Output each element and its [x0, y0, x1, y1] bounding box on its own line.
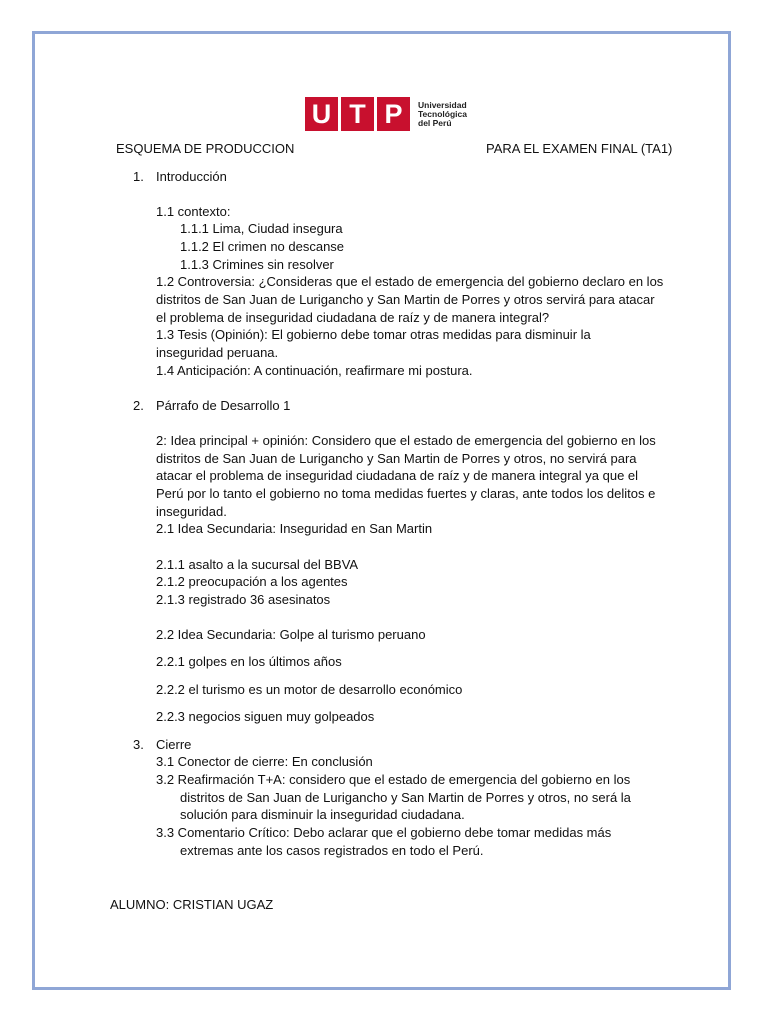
subsection-heading: 1.1 contexto: [156, 204, 231, 219]
logo-letter-t: T [341, 97, 374, 131]
header-left: ESQUEMA DE PRODUCCION [116, 141, 295, 156]
header-right: PARA EL EXAMEN FINAL (TA1) [486, 141, 673, 156]
logo-text-line: Tecnológica [418, 108, 467, 119]
paragraph-line: 2: Idea principal + opinión: Considero que el estado de emergencia del gobierno en los [156, 433, 656, 448]
list-item: 1.1.2 El crimen no descanse [180, 239, 345, 254]
section-number: 1. [133, 169, 144, 184]
section-title: Cierre [156, 737, 192, 752]
list-item: 2.1.3 registrado 36 asesinatos [156, 592, 331, 607]
paragraph-line: 1.2 Controversia: ¿Consideras que el estado de emergencia del gobierno declaro en los [156, 274, 664, 289]
section-number: 3. [133, 737, 144, 752]
utp-logo-mark [305, 97, 410, 131]
subsection-heading: 2.2 Idea Secundaria: Golpe al turismo peruano [156, 627, 426, 642]
logo-text [418, 101, 467, 128]
list-item: 3.1 Conector de cierre: En conclusión [156, 754, 373, 769]
logo-letter-p: P [377, 97, 410, 131]
paragraph-line: distritos de San Juan de Lurigancho y San Martin de Porres y otros servirá para atacar [156, 292, 655, 307]
list-item: 1.1.3 Crimines sin resolver [180, 257, 334, 272]
list-item: 2.2.2 el turismo es un motor de desarrollo económico [156, 682, 463, 697]
logo-text-line: del Perú [418, 117, 452, 128]
paragraph-line: inseguridad. [156, 504, 227, 519]
paragraph-line: inseguridad peruana. [156, 345, 279, 360]
paragraph-line: extremas ante los casos registrados en todo el Perú. [180, 843, 484, 858]
section-number: 2. [133, 398, 144, 413]
paragraph-line: 3.3 Comentario Crítico: Debo aclarar que el gobierno debe tomar medidas más [156, 825, 612, 840]
section-title: Introducción [156, 169, 227, 184]
paragraph-line: el problema de inseguridad ciudadana de raíz y de manera integral? [156, 310, 550, 325]
list-item: 2.1.2 preocupación a los agentes [156, 574, 348, 589]
list-item: 1.1.1 Lima, Ciudad insegura [180, 221, 343, 236]
paragraph-line: distritos de San Juan de Lurigancho y San Martin de Porres y otros, no será la [180, 790, 631, 805]
logo-letter-u: U [305, 97, 338, 131]
logo-text-line: Universidad [418, 99, 467, 110]
paragraph-line: 1.3 Tesis (Opinión): El gobierno debe tomar otras medidas para disminuir la [156, 327, 591, 342]
paragraph-line: atacar el problema de inseguridad ciudadana de raíz y de manera integral ya que el [156, 468, 639, 483]
paragraph-line: Perú por lo tanto el gobierno no toma medidas fuertes y claras, ante todos los delitos e [156, 486, 656, 501]
section-title: Párrafo de Desarrollo 1 [156, 398, 291, 413]
list-item: 2.2.1 golpes en los últimos años [156, 654, 342, 669]
list-item: 2.1.1 asalto a la sucursal del BBVA [156, 557, 359, 572]
paragraph-line: 1.4 Anticipación: A continuación, reafirmare mi postura. [156, 363, 473, 378]
list-item: 2.2.3 negocios siguen muy golpeados [156, 709, 375, 724]
student-name: ALUMNO: CRISTIAN UGAZ [110, 897, 274, 912]
utp-logo [305, 97, 467, 131]
paragraph-line: solución para disminuir la inseguridad ciudadana. [180, 807, 465, 822]
paragraph-line: distritos de San Juan de Lurigancho y San Martin de Porres y otros, no servirá para [156, 451, 637, 466]
subsection-heading: 2.1 Idea Secundaria: Inseguridad en San Martin [156, 521, 433, 536]
paragraph-line: 3.2 Reafirmación T+A: considero que el estado de emergencia del gobierno en los [156, 772, 631, 787]
